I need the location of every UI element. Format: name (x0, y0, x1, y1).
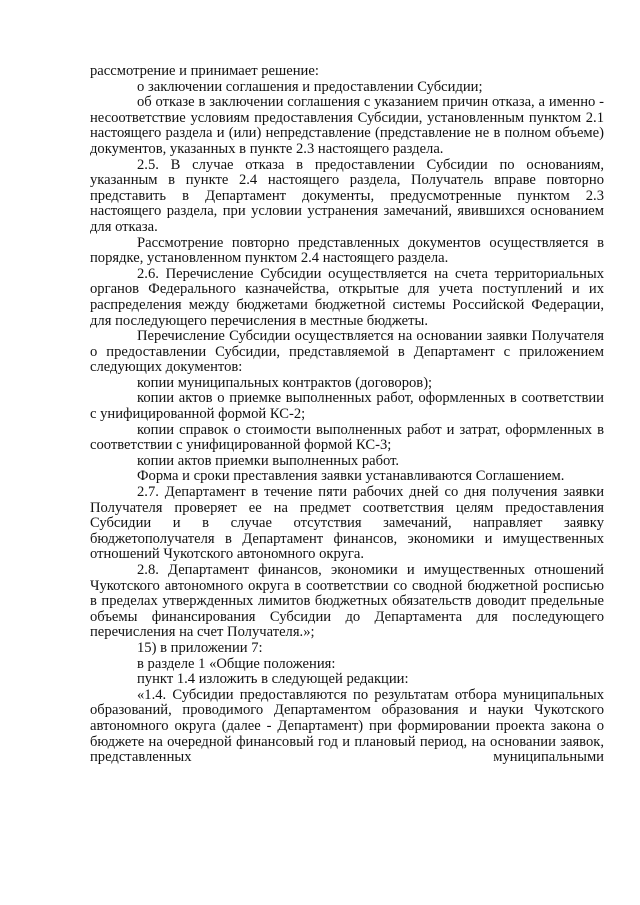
paragraph-decision-intro: рассмотрение и принимает решение: (90, 63, 319, 79)
list-item-acceptance: копии актов приемки выполненных работ. (137, 452, 400, 469)
paragraph-form-terms: Форма и сроки преставления заявки устанавливаются Соглашением. (137, 468, 565, 485)
paragraph-2-6: 2.6. Перечисление Субсидии осуществляется на счета территориальных органов Федерального казначейства, открытые для учета поступлений и их распределения между бюджетами бюджетной системы Российской Федерации, для последующего перечисления в местные бюджеты. (90, 265, 604, 329)
paragraph-transfer-basis: Перечисление Субсидии осуществляется на основании заявки Получателя о предоставлении Субсидии, представляемой в Департамент с приложением следующих документов: (90, 328, 604, 376)
paragraph-2-8: 2.8. Департамент финансов, экономики и имущественных отношений Чукотского автономного округа в соответствии со сводной бюджетной росписью в пределах утвержденных лимитов бюджетных обязательств доводит предельные объемы финансирования Субсидии до Департамента для последующего перечисления на счет Получателя.»; (90, 562, 604, 641)
list-item-ks2: копии актов о приемке выполненных работ, оформленных в соответствии с унифицированной формой КС-2; (90, 390, 604, 423)
paragraph-section-1: в разделе 1 «Общие положения: (137, 655, 336, 672)
paragraph-point-1-4: пункт 1.4 изложить в следующей редакции: (137, 671, 409, 688)
paragraph-2-7: 2.7. Департамент в течение пяти рабочих дней со дня получения заявки Получателя проверяет ее на предмет соответствия целям предоставления Субсидии и в случае отсутствия замечаний, направляет заявку бюджетополучателя в Департамент финансов, экономики и имущественных отношений Чукотского автономного округа. (90, 484, 604, 563)
paragraph-refusal: об отказе в заключении соглашения с указанием причин отказа, а именно - несоответствие условиям предоставления Субсидии, установленным пунктом 2.1 настоящего раздела и (или) непредставление (представление не в полном объеме) документов, указанных в пункте 2.3 настоящего раздела. (90, 94, 604, 157)
document-page (90, 64, 604, 766)
paragraph-2-5: 2.5. В случае отказа в предоставлении Субсидии по основаниям, указанным в пункте 2.4 настоящего раздела, Получатель вправе повторно представить в Департамент документы, предусмотренные пунктом 2.3 настоящего раздела, при условии устранения замечаний, явившихся основанием для отказа. (90, 156, 604, 235)
list-item-contracts: копии муниципальных контрактов (договоров); (137, 374, 433, 391)
paragraph-resubmission: Рассмотрение повторно представленных документов осуществляется в порядке, установленном пунктом 2.4 настоящего раздела. (90, 234, 604, 267)
list-item-ks3: копии справок о стоимости выполненных работ и затрат, оформленных в соответствии с унифицированной формой КС-3; (90, 421, 604, 454)
paragraph-conclusion: о заключении соглашения и предоставлении Субсидии; (137, 78, 483, 95)
paragraph-1-4-text: «1.4. Субсидии предоставляются по результатам отбора муниципальных образований, проводимого Департаментом образования и науки Чукотского автономного округа (далее - Департамент) при формировании проекта закона о бюджете на очередной финансовый год и плановый период, на основании заявок, представленных муниципальными (90, 686, 604, 766)
paragraph-appendix-7: 15) в приложении 7: (137, 639, 263, 656)
